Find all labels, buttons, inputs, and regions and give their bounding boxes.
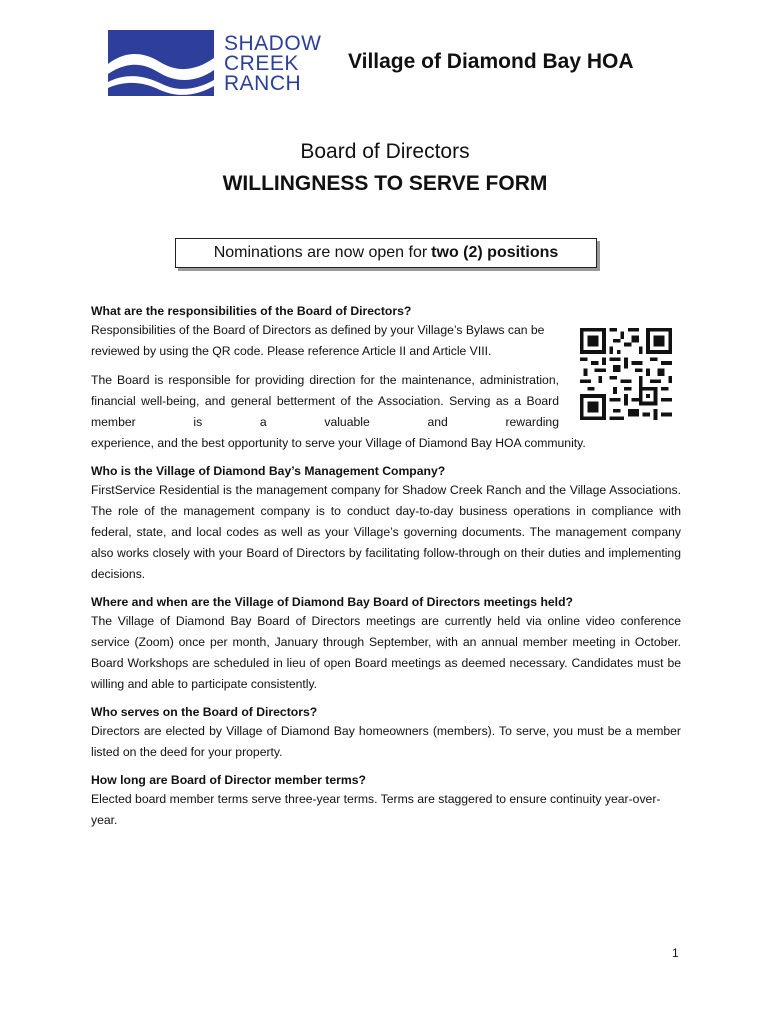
notice-text: Nominations are now open for <box>213 244 428 261</box>
section-heading: Where and when are the Village of Diamond Bay Board of Directors meetings held? <box>91 595 573 609</box>
section-paragraph: FirstService Residential is the management company for Shadow Creek Ranch and the Village Associations. The role of the management company is to conduct day-to-day business operations in compliance with federal, state, and local codes as well as your Village’s governing documents. The management company also works closely with your Board of Directors by facilitating follow-through on their duties and implementing decisions. <box>91 483 681 581</box>
shadow-creek-ranch-logo <box>108 30 338 98</box>
section-paragraph: experience, and the best opportunity to serve your Village of Diamond Bay HOA community. <box>91 436 586 450</box>
section-heading: Who is the Village of Diamond Bay’s Management Company? <box>91 464 446 478</box>
notice-positions: two (2) positions <box>431 244 559 261</box>
nominations-notice <box>175 238 597 268</box>
hoa-title: Village of Diamond Bay HOA <box>348 50 634 73</box>
page-number: 1 <box>672 946 679 960</box>
section-paragraph: Elected board member terms serve three-year terms. Terms are staggered to ensure continuity year-over-year. <box>91 792 661 827</box>
section-management-company <box>91 462 681 585</box>
document-body <box>91 302 681 839</box>
section-heading: What are the responsibilities of the Board of Directors? <box>91 304 412 318</box>
section-terms <box>91 771 681 831</box>
document-subtitle: Board of Directors <box>300 140 470 163</box>
section-paragraph: The Board is responsible for providing direction for the maintenance, administration, financial well-being, and general betterment of the Association. Serving as a Board member is a valuable and rewarding <box>91 373 559 429</box>
section-responsibilities <box>91 302 681 454</box>
section-paragraph: Responsibilities of the Board of Directors as defined by your Village’s Bylaws can be reviewed by using the QR code. Please reference Article II and Article VIII. <box>91 323 545 358</box>
section-paragraph: The Village of Diamond Bay Board of Directors meetings are currently held via online video conference service (Zoom) once per month, January through September, with an annual member meeting in October. Board Workshops are scheduled in lieu of open Board meetings as deemed necessary. Candidates must be willing and able to participate consistently. <box>91 614 681 691</box>
logo-wordmark <box>224 34 322 94</box>
logo-line-2: CREEK <box>224 52 299 75</box>
wave-logo-icon <box>108 30 214 96</box>
section-heading: How long are Board of Director member terms? <box>91 773 366 787</box>
logo-line-1: SHADOW <box>224 32 322 55</box>
section-heading: Who serves on the Board of Directors? <box>91 705 318 719</box>
section-paragraph: Directors are elected by Village of Diamond Bay homeowners (members). To serve, you must be a member listed on the deed for your property. <box>91 724 681 759</box>
document-title: WILLINGNESS TO SERVE FORM <box>222 172 548 195</box>
logo-line-3: RANCH <box>224 72 302 95</box>
section-who-serves <box>91 703 681 763</box>
section-meetings <box>91 593 681 695</box>
